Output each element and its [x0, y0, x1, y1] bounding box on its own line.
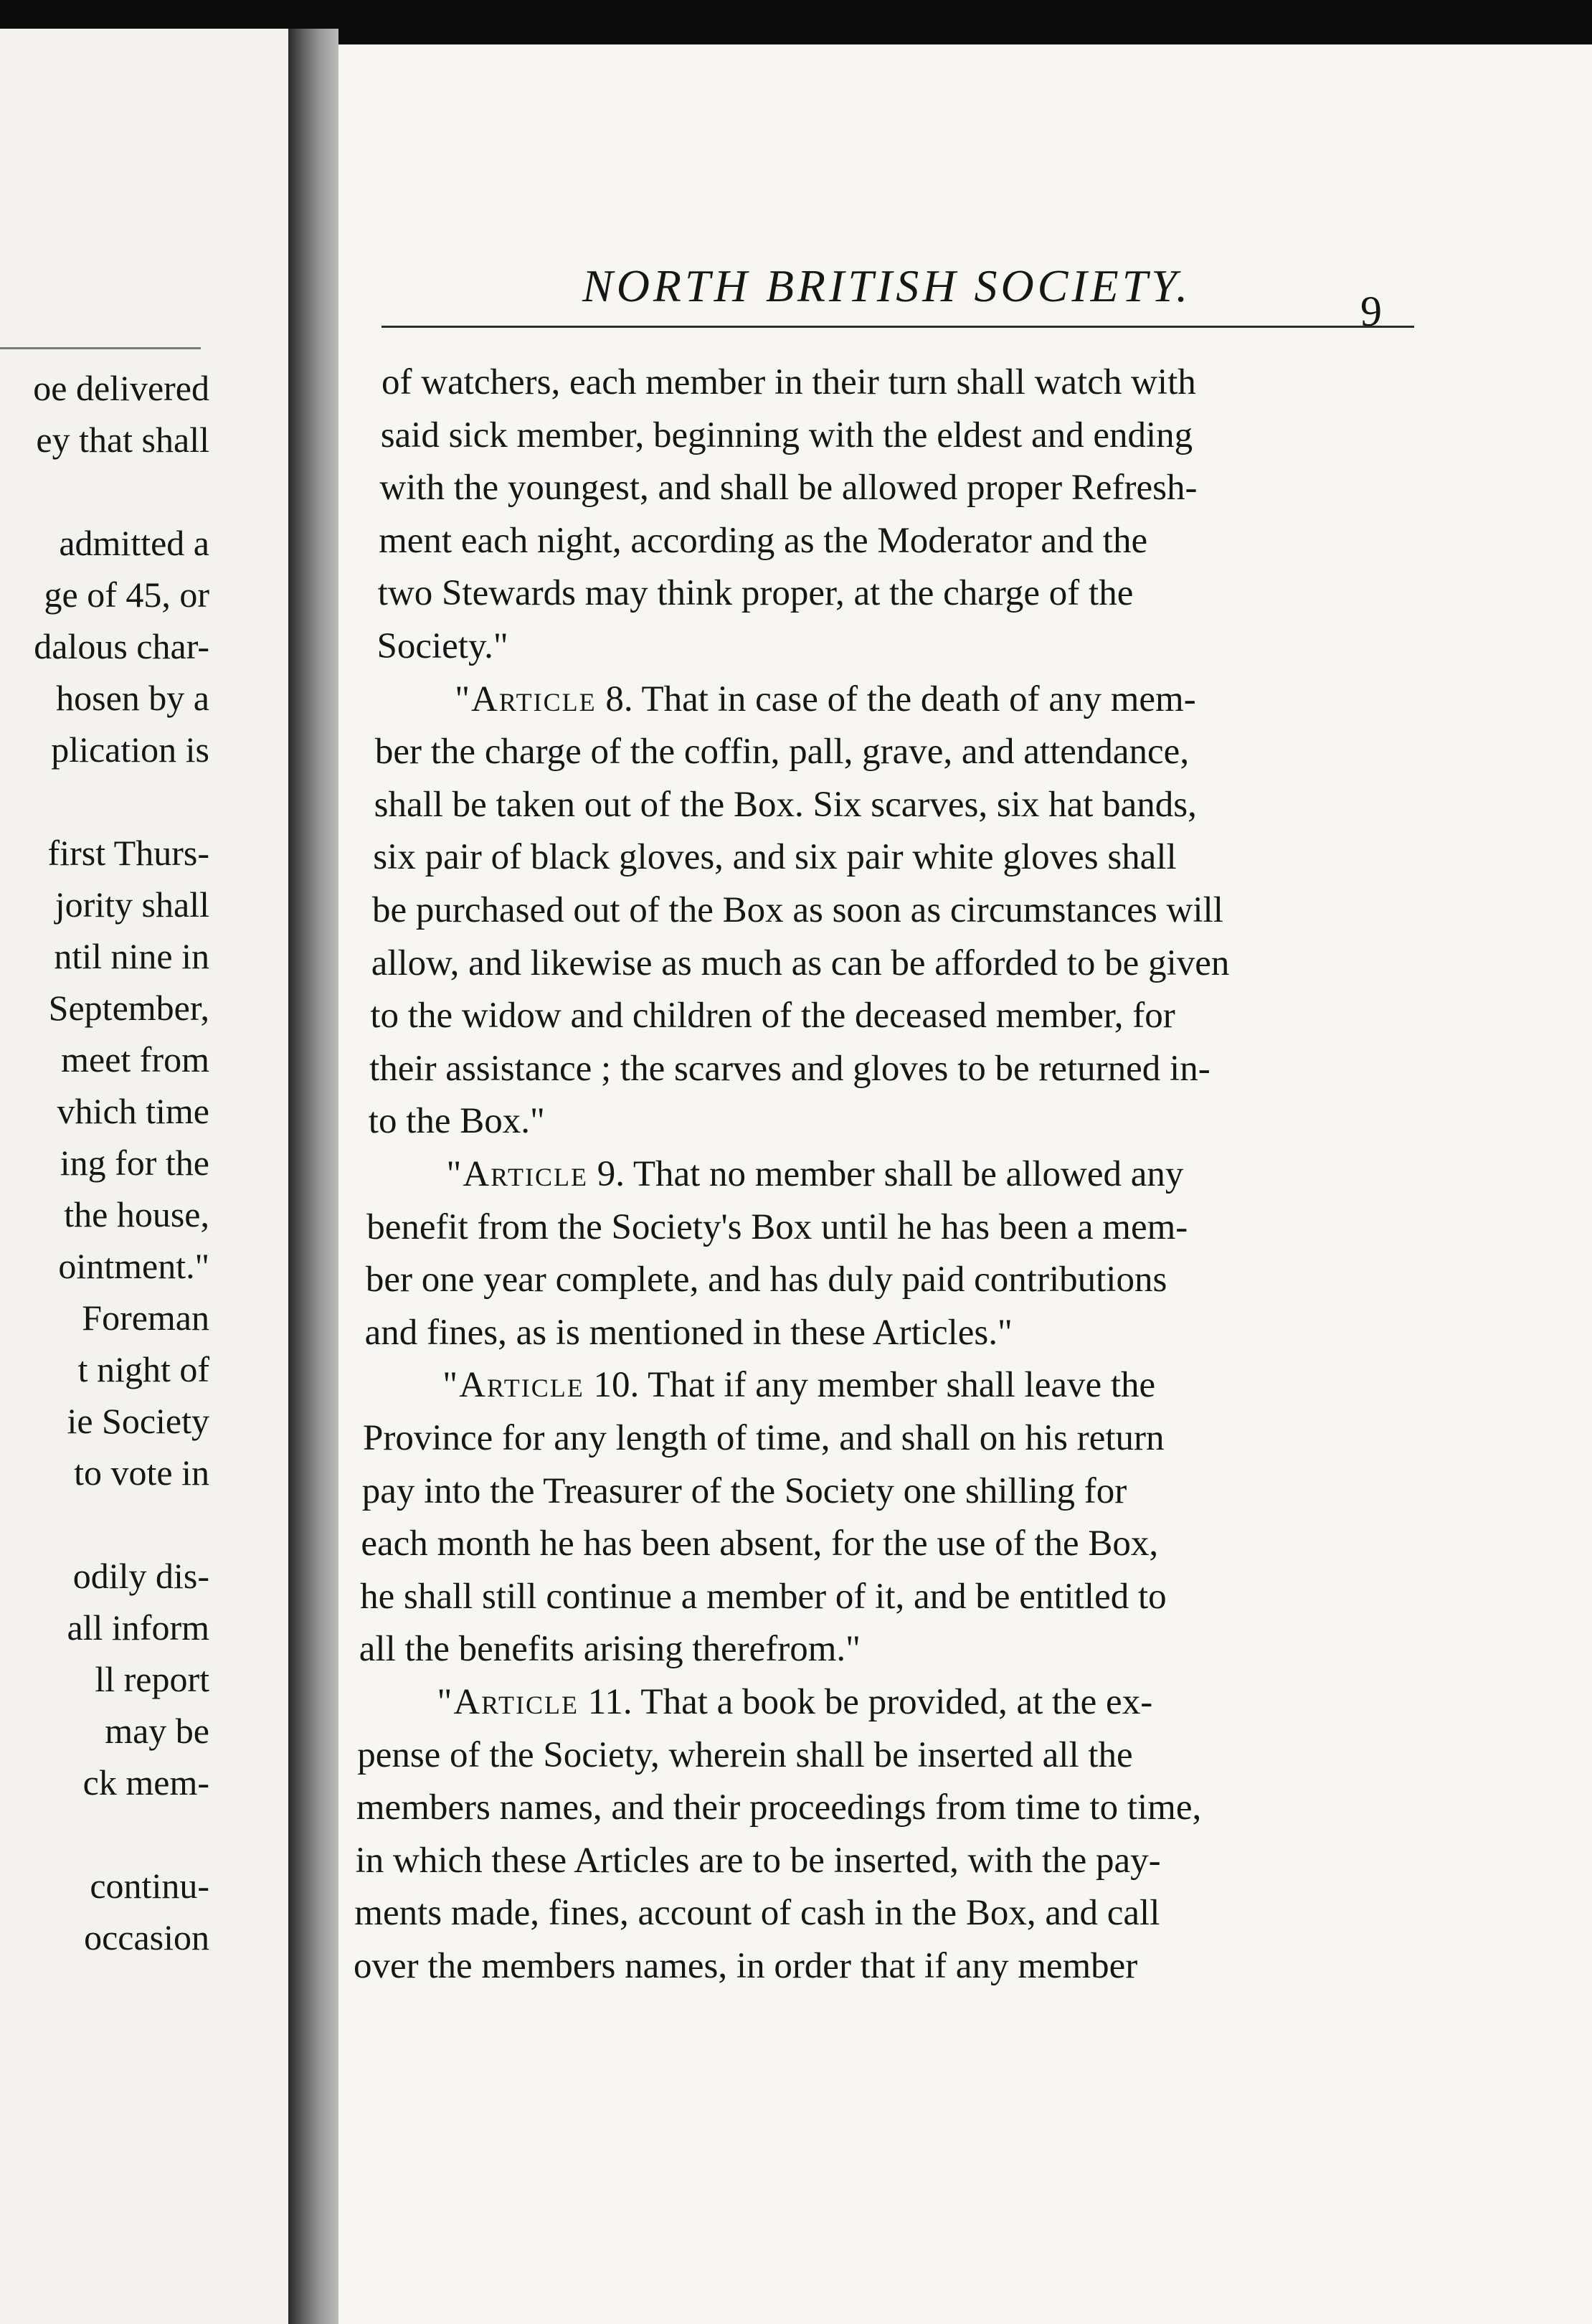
body-line-text: to the Box." — [368, 1101, 545, 1142]
body-line — [455, 677, 1196, 722]
left-page-line: oe delivered — [33, 368, 209, 408]
body-line-text: their assistance ; the scarves and gloves to be returned in- — [369, 1048, 1210, 1089]
body-line-text: each month he has been absent, for the use of the Box, — [361, 1524, 1159, 1564]
body-line-text: two Stewards may think proper, at the charge of the — [377, 573, 1134, 614]
body-line-text: ments made, fines, account of cash in the Box, and call — [354, 1893, 1160, 1934]
page-body-text — [338, 44, 1592, 2324]
body-line — [447, 1152, 1184, 1196]
running-head: NORTH BRITISH SOCIETY. — [582, 260, 1192, 311]
body-line-text: all the benefits arising therefrom." — [359, 1629, 861, 1670]
body-line-text: 9. That no member shall be allowed any — [587, 1154, 1184, 1194]
left-page-line: first Thurs- — [47, 833, 209, 873]
left-page-line: ing for the — [60, 1143, 209, 1183]
article-lead: "Article — [437, 1682, 579, 1722]
left-page-line: admitted a — [59, 523, 209, 563]
left-page-line: September, — [48, 988, 209, 1028]
body-line — [369, 1099, 545, 1143]
body-line — [442, 1363, 1155, 1407]
body-line — [381, 413, 1193, 458]
body-line — [359, 1627, 861, 1671]
body-line — [379, 519, 1147, 563]
left-page-line: ointment." — [58, 1246, 209, 1286]
body-line-text: ber the charge of the coffin, pall, grave, and attendance, — [374, 732, 1190, 773]
body-line-text: over the members names, in order that if any member — [354, 1946, 1138, 1986]
body-line — [372, 888, 1223, 932]
left-page-line: t night of — [77, 1349, 209, 1389]
body-line — [354, 1944, 1137, 1988]
body-line-text: pense of the Society, wherein shall be inserted all the — [357, 1734, 1133, 1775]
body-line — [365, 1310, 1013, 1355]
body-line — [356, 1838, 1161, 1883]
body-line — [382, 360, 1196, 405]
body-line — [371, 941, 1230, 986]
body-line-text: be purchased out of the Box as soon as circumstances will — [372, 890, 1223, 930]
book-gutter — [288, 29, 338, 2324]
body-line-text: of watchers, each member in their turn shall watch with — [382, 362, 1196, 402]
left-page-line: hosen by a — [56, 678, 209, 718]
left-page-line: ey that shall — [36, 420, 209, 460]
body-line-text: Society." — [376, 626, 508, 666]
body-line — [437, 1680, 1153, 1724]
body-line — [375, 729, 1189, 774]
left-page-line: Foreman — [82, 1298, 209, 1338]
body-line — [366, 1205, 1188, 1250]
article-lead: "Article — [455, 679, 597, 719]
body-line — [378, 571, 1134, 615]
body-line-text: ber one year complete, and has duly paid contributions — [365, 1260, 1167, 1300]
article-lead: "Article — [446, 1154, 588, 1194]
body-line — [369, 1047, 1210, 1091]
body-line-text: allow, and likewise as much as can be afforded to be given — [371, 943, 1230, 983]
left-page-line: vhich time — [57, 1091, 209, 1131]
body-line — [362, 1469, 1127, 1513]
body-line — [370, 993, 1175, 1038]
body-line-text: six pair of black gloves, and six pair white gloves shall — [373, 837, 1177, 878]
body-line-text: shall be taken out of the Box. Six scarves, six hat bands, — [374, 784, 1197, 825]
body-line — [379, 466, 1197, 510]
left-page-line: the house, — [64, 1194, 209, 1234]
body-line-text: with the youngest, and shall be allowed proper Refresh- — [379, 468, 1198, 509]
body-line-text: to the widow and children of the deceased member, for — [370, 996, 1175, 1036]
left-page-line: ntil nine in — [54, 936, 209, 976]
body-line-text: benefit from the Society's Box until he has been a mem- — [366, 1206, 1188, 1247]
page-number: 9 — [1360, 288, 1382, 335]
article-lead: "Article — [442, 1365, 584, 1406]
left-page-line: dalous char- — [34, 626, 209, 666]
body-line-text: in which these Articles are to be inserted, with the pay- — [355, 1840, 1161, 1881]
body-line — [360, 1574, 1167, 1619]
body-line-text: members names, and their proceedings from time to time, — [356, 1787, 1202, 1828]
left-page-line: ll report — [95, 1659, 209, 1699]
body-line-text: he shall still continue a member of it, and be entitled to — [360, 1576, 1167, 1617]
left-page-line: ie Society — [67, 1401, 209, 1441]
body-line-text: ment each night, according as the Moderator and the — [379, 520, 1148, 561]
left-page-line: occasion — [84, 1917, 209, 1957]
left-page — [0, 29, 288, 2324]
body-line-text: pay into the Treasurer of the Society one shilling for — [361, 1470, 1127, 1511]
left-page-line: ge of 45, or — [44, 575, 209, 615]
left-page-line: may be — [105, 1711, 209, 1751]
body-line — [366, 1257, 1167, 1302]
body-line-text: 10. That if any member shall leave the — [584, 1365, 1156, 1406]
body-line — [377, 624, 508, 669]
body-line — [357, 1733, 1133, 1777]
left-page-line: meet from — [61, 1039, 209, 1080]
right-page — [338, 44, 1592, 2324]
left-page-line: ck mem- — [82, 1762, 209, 1803]
body-line-text: 8. That in case of the death of any mem- — [596, 679, 1196, 719]
left-page-text — [0, 29, 288, 2324]
left-page-line: jority shall — [55, 884, 209, 925]
body-line-text: Province for any length of time, and shall on his return — [363, 1418, 1165, 1458]
body-line-text: and fines, as is mentioned in these Articles." — [364, 1312, 1013, 1353]
left-page-line: continu- — [90, 1866, 209, 1906]
left-page-line: to vote in — [74, 1452, 209, 1493]
body-line — [373, 835, 1176, 879]
body-line — [363, 1416, 1165, 1460]
body-line-text: 11. That a book be provided, at the ex- — [578, 1682, 1153, 1722]
left-page-line: odily dis- — [72, 1556, 209, 1596]
left-page-line: plication is — [51, 729, 209, 770]
body-line-text: said sick member, beginning with the eldest and ending — [380, 415, 1193, 455]
body-line — [354, 1891, 1160, 1935]
left-page-line: all inform — [67, 1607, 209, 1648]
body-line — [361, 1521, 1158, 1566]
body-line — [356, 1785, 1201, 1830]
body-line — [374, 783, 1197, 827]
